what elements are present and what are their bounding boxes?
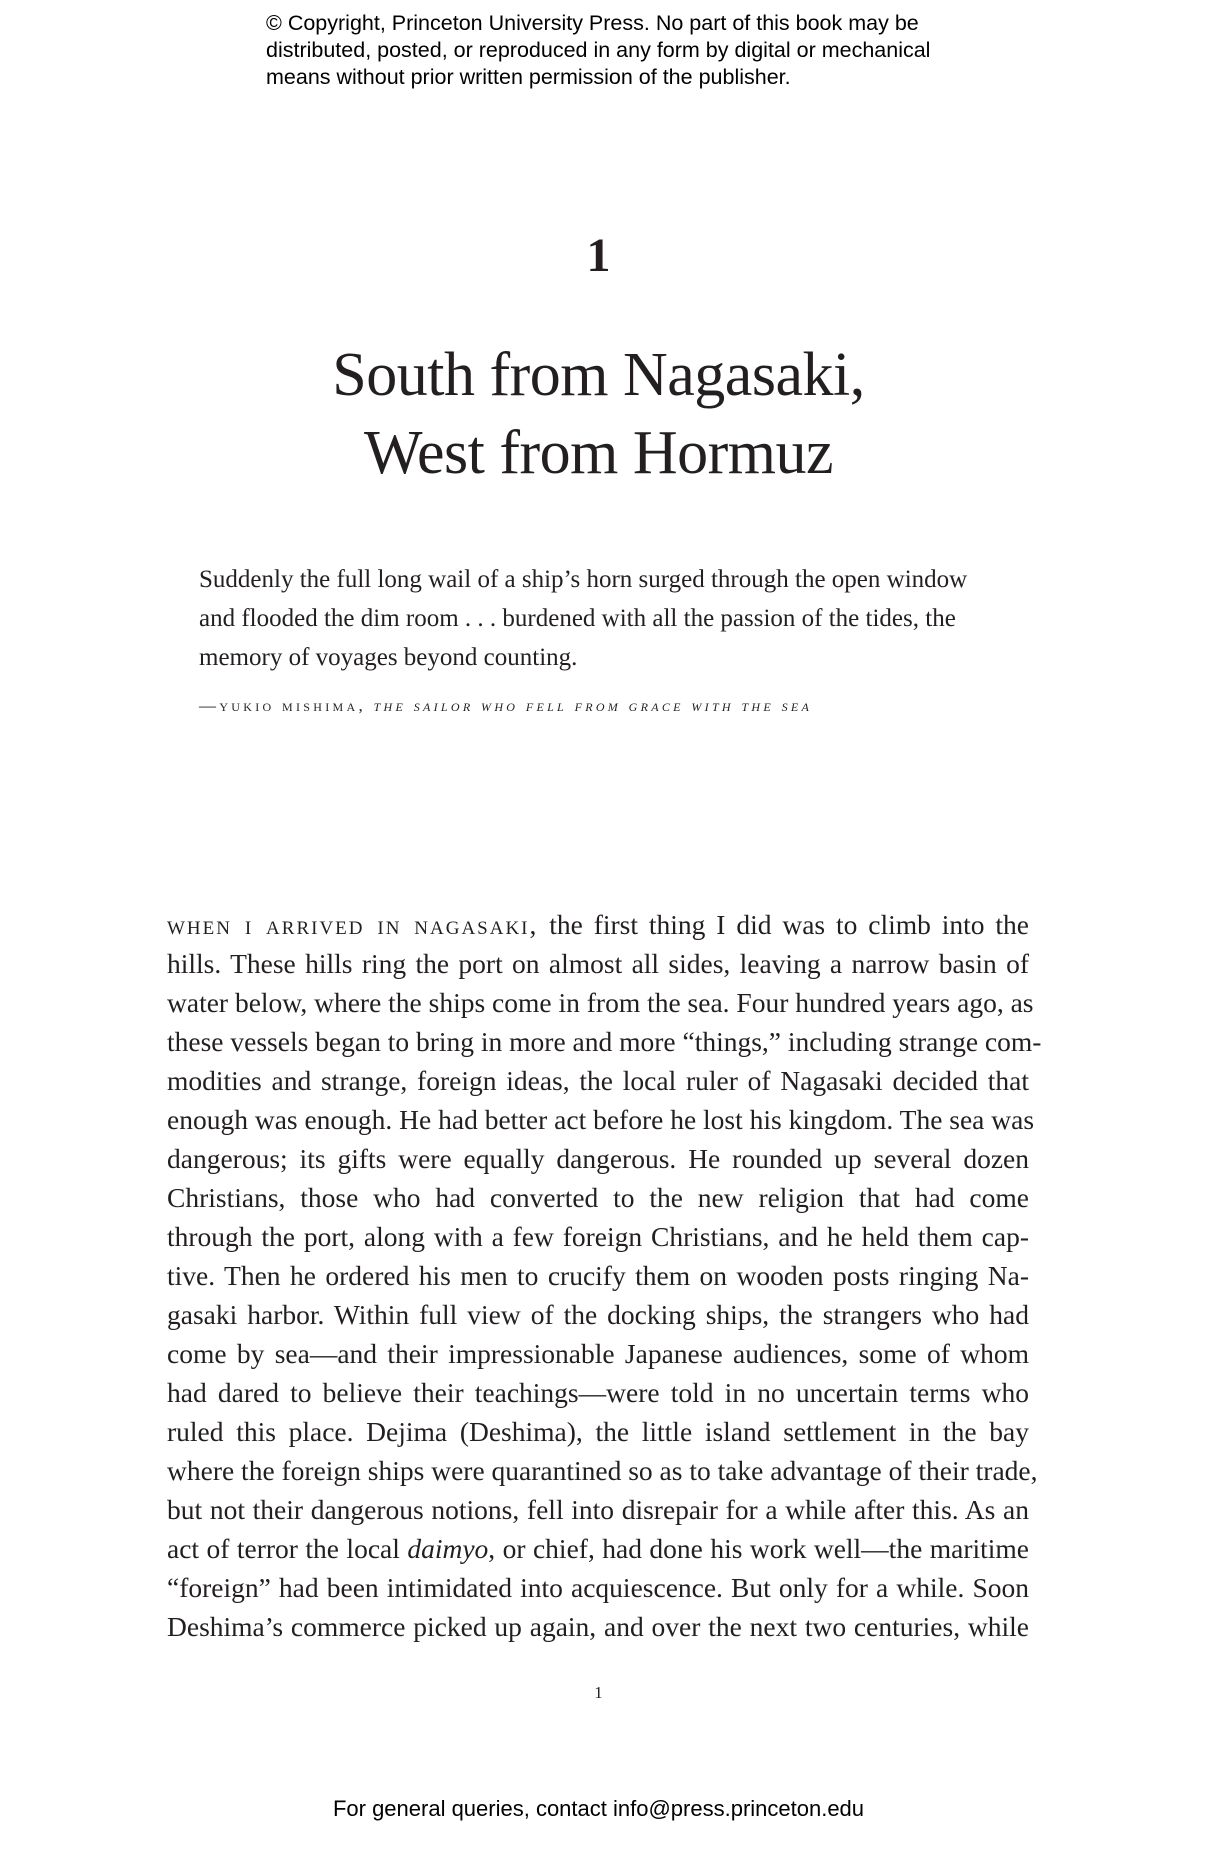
body-line: “foreign” had been intimidated into acquiescence. But only for a while. Soon — [167, 1572, 1029, 1603]
body-line — [167, 905, 1029, 944]
epigraph-line: memory of voyages beyond counting. — [199, 644, 578, 671]
body-line: ruled this place. Dejima (Deshima), the little island settlement in the bay — [167, 1416, 1029, 1447]
chapter-title-line: West from Hormuz — [363, 419, 834, 487]
body-line: Christians, those who had converted to the new religion that had come — [167, 1182, 1029, 1213]
body-line: through the port, along with a few foreign Christians, and he held them cap- — [167, 1221, 1029, 1252]
lead-in: when i arrived in nagasaki, — [167, 909, 539, 940]
body-line: Deshima’s commerce picked up again, and over the next two centuries, while — [167, 1611, 1029, 1642]
copyright-line: © Copyright, Princeton University Press. No part of this book may be — [266, 11, 919, 35]
copyright-notice — [266, 10, 986, 91]
body-line: water below, where the ships come in from the sea. Four hundred years ago, as — [167, 987, 1034, 1018]
body-line: these vessels began to bring in more and more “things,” including strange com- — [167, 1026, 1042, 1057]
epigraph-author: yukio mishima, — [219, 696, 367, 715]
attribution-dash: — — [199, 696, 220, 715]
body-line: modities and strange, foreign ideas, the local ruler of Nagasaki decided that — [167, 1065, 1029, 1096]
body-line: come by sea—and their impressionable Japanese audiences, some of whom — [167, 1338, 1029, 1369]
chapter-number: 1 — [586, 229, 611, 282]
body-line: hills. These hills ring the port on almost all sides, leaving a narrow basin of — [167, 948, 1029, 979]
chapter-title — [0, 336, 1197, 492]
epigraph-line: Suddenly the full long wail of a ship’s horn surged through the open window — [199, 566, 968, 593]
epigraph-attribution — [199, 686, 1019, 725]
epigraph-work-title: the sailor who fell from grace with the sea — [373, 696, 813, 715]
body-line-text: the first thing I did was to climb into the — [538, 909, 1029, 940]
epigraph-quote — [199, 560, 1019, 677]
copyright-line: means without prior written permission of the publisher. — [266, 65, 791, 89]
body-text — [167, 905, 1042, 1646]
page-number: 1 — [594, 1683, 603, 1702]
body-line — [167, 1529, 1029, 1568]
body-line: tive. Then he ordered his men to crucify them on wooden posts ringing Na- — [167, 1260, 1029, 1291]
body-line: but not their dangerous notions, fell into disrepair for a while after this. As an — [167, 1494, 1029, 1525]
body-line-text: act of terror the local — [167, 1533, 408, 1564]
epigraph-line: and flooded the dim room . . . burdened with all the passion of the tides, the — [199, 605, 956, 632]
body-line: where the foreign ships were quarantined so as to take advantage of their trade, — [167, 1455, 1038, 1486]
body-line: dangerous; its gifts were equally dangerous. He rounded up several dozen — [167, 1143, 1029, 1174]
epigraph — [199, 560, 1019, 725]
body-line: had dared to believe their teachings—were told in no uncertain terms who — [167, 1377, 1029, 1408]
footer-contact: For general queries, contact info@press.princeton.edu — [332, 1796, 865, 1821]
italic-term: daimyo — [407, 1533, 489, 1564]
body-line: enough was enough. He had better act before he lost his kingdom. The sea was — [167, 1104, 1035, 1135]
chapter-title-line: South from Nagasaki, — [332, 341, 865, 409]
body-line-text: , or chief, had done his work well—the maritime — [488, 1533, 1029, 1564]
body-line: gasaki harbor. Within full view of the docking ships, the strangers who had — [167, 1299, 1029, 1330]
copyright-line: distributed, posted, or reproduced in any form by digital or mechanical — [266, 38, 931, 62]
